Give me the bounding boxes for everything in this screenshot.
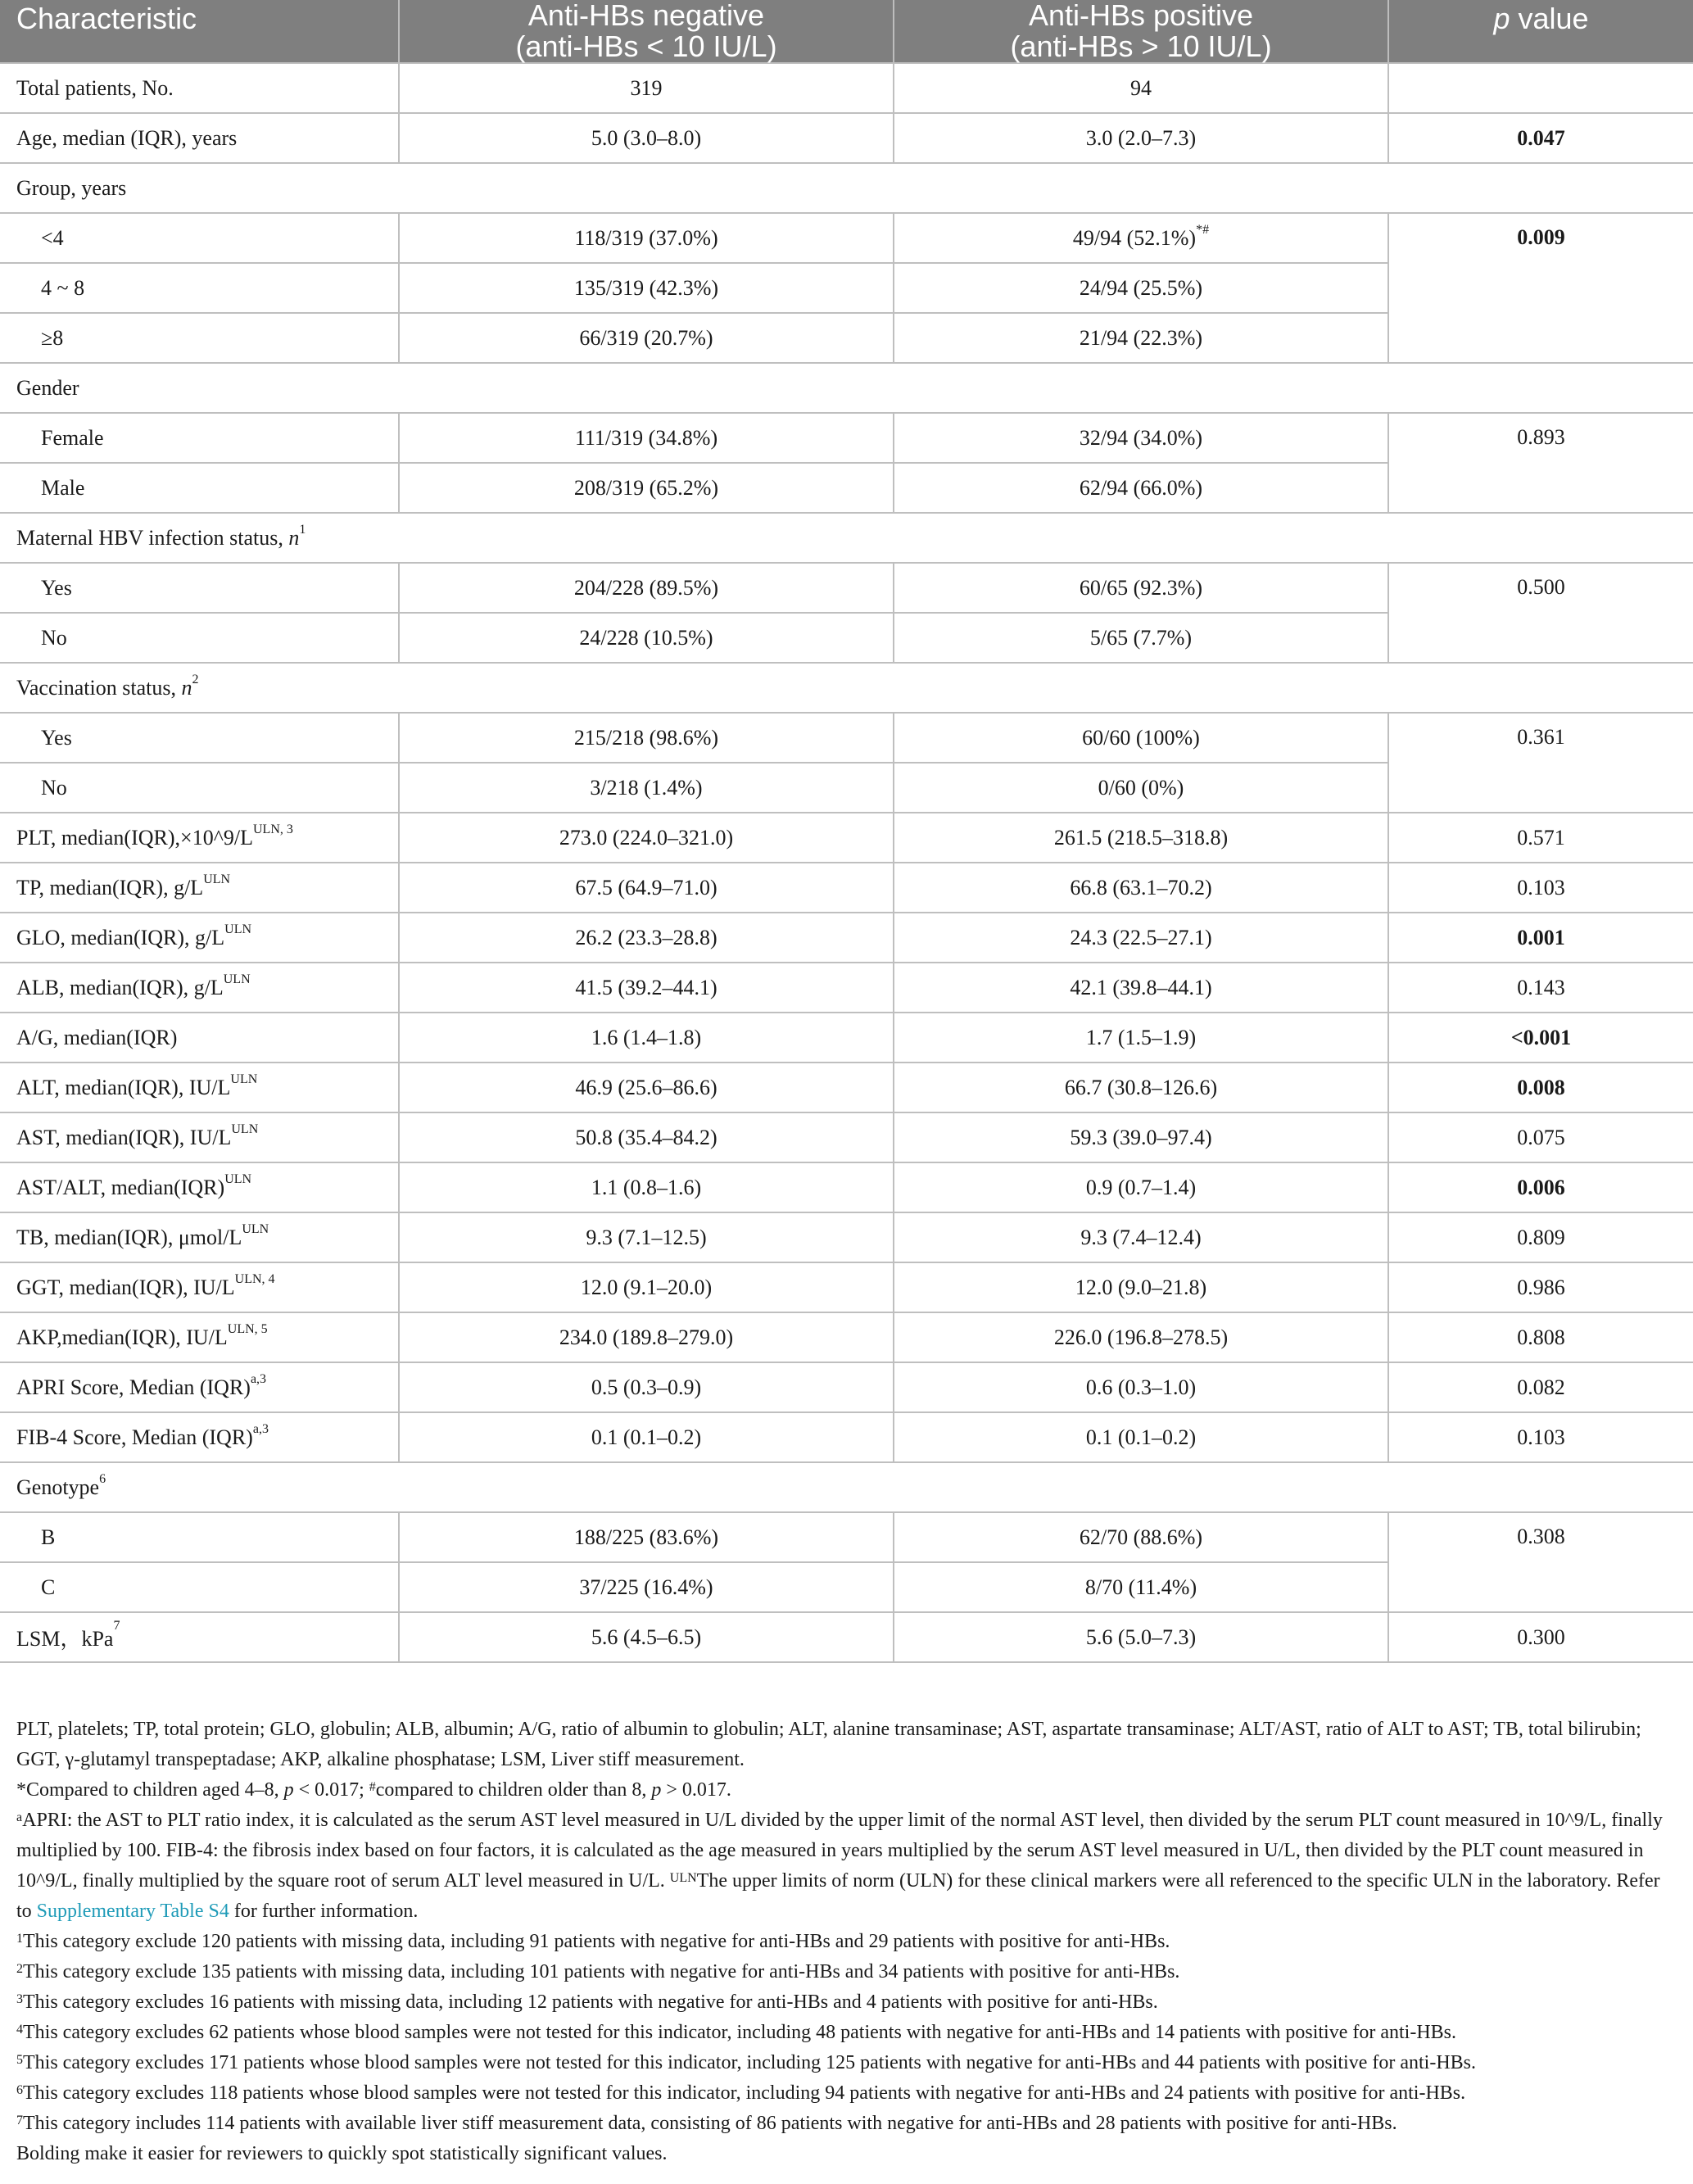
row-label-text: GLO, median(IQR), g/L — [16, 925, 225, 949]
cell-p-value: 0.308 — [1388, 1512, 1693, 1612]
section-label-text: Genotype — [16, 1475, 100, 1499]
row-label — [0, 913, 399, 963]
cell-negative: 9.3 (7.1–12.5) — [399, 1212, 894, 1262]
cell-positive: 24.3 (22.5–27.1) — [894, 913, 1388, 963]
footnote-text: This category excludes 171 patients whose blood samples were not tested for this indicator, including 125 patients with negative for anti-HBs and 44 patients with positive for anti-HBs. — [23, 2052, 1477, 2073]
cell-negative: 215/218 (98.6%) — [399, 713, 894, 763]
header-pos-line2: (anti-HBs > 10 IU/L) — [1010, 29, 1272, 63]
cell-positive: 60/60 (100%) — [894, 713, 1388, 763]
row-label-text: FIB-4 Score, Median (IQR) — [16, 1425, 253, 1449]
cell-p-value: 0.143 — [1388, 963, 1693, 1013]
superscript: ULN — [230, 1072, 258, 1086]
cell-positive: 94 — [894, 63, 1388, 113]
cell-negative: 12.0 (9.1–20.0) — [399, 1262, 894, 1312]
row-label — [0, 1162, 399, 1212]
cell-p-value: 0.500 — [1388, 563, 1693, 663]
table-row — [0, 963, 1693, 1013]
cell-negative: 24/228 (10.5%) — [399, 613, 894, 663]
row-label — [0, 1262, 399, 1312]
footnote-text: This category exclude 120 patients with missing data, including 91 patients with negative for anti-HBs and 29 patients with positive for anti-HBs. — [23, 1931, 1170, 1952]
cell-negative: 41.5 (39.2–44.1) — [399, 963, 894, 1013]
table-row — [0, 113, 1693, 163]
cell-positive: 0.1 (0.1–0.2) — [894, 1412, 1388, 1462]
superscript: ULN — [231, 1121, 259, 1136]
row-label: B — [0, 1512, 399, 1562]
cell-p-value: 0.047 — [1388, 113, 1693, 163]
table-row — [0, 413, 1693, 463]
cell-p-value: 0.075 — [1388, 1112, 1693, 1162]
cell-positive: 0.6 (0.3–1.0) — [894, 1362, 1388, 1412]
footnote-text: This category excludes 16 patients with missing data, including 12 patients with negative for anti-HBs and 4 patients with positive for anti-HBs. — [23, 1991, 1158, 2013]
cell-p-value: 0.009 — [1388, 213, 1693, 363]
row-label-text: ALT, median(IQR), IU/L — [16, 1075, 231, 1099]
cell-p-value: 0.809 — [1388, 1212, 1693, 1262]
cell-p-value — [1388, 63, 1693, 113]
row-label — [0, 1112, 399, 1162]
cell-positive: 32/94 (34.0%) — [894, 413, 1388, 463]
header-characteristic-label: Characteristic — [16, 2, 197, 35]
superscript: 2 — [16, 1962, 23, 1976]
superscript: ULN — [669, 1871, 697, 1885]
italic-n: n — [288, 525, 300, 550]
cell-positive: 0.9 (0.7–1.4) — [894, 1162, 1388, 1212]
row-label-text: GGT, median(IQR), IU/L — [16, 1275, 235, 1299]
superscript: ULN — [223, 972, 251, 986]
row-label-text: AKP,median(IQR), IU/L — [16, 1325, 228, 1349]
cell-positive: 5/65 (7.7%) — [894, 613, 1388, 663]
cell-positive: 8/70 (11.4%) — [894, 1562, 1388, 1612]
superscript: ULN — [224, 1171, 252, 1186]
footnote-3 — [16, 1987, 1679, 2018]
table-row — [0, 813, 1693, 863]
superscript: 1 — [299, 522, 306, 537]
footnote-1 — [16, 1927, 1679, 1957]
table-row — [0, 563, 1693, 613]
cell-negative: 26.2 (23.3–28.8) — [399, 913, 894, 963]
table-row — [0, 863, 1693, 913]
cell-negative: 208/319 (65.2%) — [399, 463, 894, 513]
footnote-text: The upper limits of norm (ULN) for these clinical markers were all referenced to the specific ULN in the laboratory. Refer to — [16, 1870, 1660, 1922]
section-row — [0, 363, 1693, 413]
table-row — [0, 213, 1693, 263]
row-label: Age, median (IQR), years — [0, 113, 399, 163]
cell-positive-value: 49/94 (52.1%) — [1072, 225, 1197, 250]
row-label-text: AST/ALT, median(IQR) — [16, 1175, 225, 1199]
cell-negative: 5.0 (3.0–8.0) — [399, 113, 894, 163]
header-pos-line1: Anti-HBs positive — [1028, 0, 1254, 32]
cell-negative: 0.1 (0.1–0.2) — [399, 1412, 894, 1462]
table-row — [0, 1063, 1693, 1112]
section-row — [0, 1462, 1693, 1512]
cell-positive: 5.6 (5.0–7.3) — [894, 1612, 1388, 1662]
cell-negative: 1.6 (1.4–1.8) — [399, 1013, 894, 1063]
cell-p-value: 0.893 — [1388, 413, 1693, 513]
cell-negative: 3/218 (1.4%) — [399, 763, 894, 813]
superscript: a — [16, 1810, 23, 1824]
cell-negative: 5.6 (4.5–6.5) — [399, 1612, 894, 1662]
superscript: 6 — [16, 2083, 23, 2097]
row-label-text: LSM，kPa — [16, 1627, 114, 1651]
section-label — [0, 1462, 1693, 1512]
header-anti-hbs-positive — [894, 0, 1388, 63]
cell-positive: 42.1 (39.8–44.1) — [894, 963, 1388, 1013]
cell-p-value: 0.808 — [1388, 1312, 1693, 1362]
header-characteristic — [0, 0, 399, 63]
cell-p-value: 0.082 — [1388, 1362, 1693, 1412]
row-label — [0, 1063, 399, 1112]
cell-positive: 62/94 (66.0%) — [894, 463, 1388, 513]
footnote-text: This category includes 114 patients with available liver stiff measurement data, consisting of 86 patients with negative for anti-HBs and 28 patients with positive for anti-HBs. — [23, 2113, 1397, 2134]
row-label: No — [0, 613, 399, 663]
row-label: Yes — [0, 713, 399, 763]
row-label: ≥8 — [0, 313, 399, 363]
cell-positive — [894, 213, 1388, 263]
header-p-italic: p — [1493, 2, 1510, 35]
superscript: 5 — [16, 2053, 23, 2067]
superscript: 6 — [99, 1471, 106, 1486]
section-label: Gender — [0, 363, 1693, 413]
superscript: ULN, 4 — [234, 1271, 275, 1286]
superscript: 3 — [16, 1992, 23, 2006]
header-neg-line1: Anti-HBs negative — [527, 0, 765, 32]
superscript: *# — [1196, 222, 1210, 237]
italic-p: p — [651, 1779, 662, 1801]
table-row — [0, 713, 1693, 763]
row-label — [0, 813, 399, 863]
footnote-text: > 0.017. — [661, 1779, 731, 1801]
footnote-text: APRI: the AST to PLT ratio index, it is calculated as the serum AST level measured in U/L divided by the upper limit of the normal AST level, then divided by the serum PLT count measured in 10^9/L, finally multiplied by 100. FIB-4: the fibrosis index based on four factors, it is calculated as the age measured in years multiplied by the serum AST level measured in U/L, then divided by the PLT count measured in 10^9/L, finally multiplied by the square root of serum ALT level measured in U/L. — [16, 1810, 1663, 1892]
footnote-text: This category excludes 62 patients whose blood samples were not tested for this indicator, including 48 patients with negative for anti-HBs and 14 patients with positive for anti-HBs. — [23, 2022, 1457, 2043]
header-neg-line2: (anti-HBs < 10 IU/L) — [515, 29, 777, 63]
cell-positive: 261.5 (218.5–318.8) — [894, 813, 1388, 863]
row-label: No — [0, 763, 399, 813]
table-row — [0, 1412, 1693, 1462]
footnote-4 — [16, 2018, 1679, 2048]
cell-p-value: <0.001 — [1388, 1013, 1693, 1063]
superscript: ULN — [224, 922, 252, 936]
footnote-2 — [16, 1957, 1679, 1987]
footnote-5 — [16, 2048, 1679, 2078]
row-label-text: ALB, median(IQR), g/L — [16, 975, 224, 999]
cell-positive: 12.0 (9.0–21.8) — [894, 1262, 1388, 1312]
row-label — [0, 863, 399, 913]
section-row — [0, 663, 1693, 713]
superscript: a,3 — [252, 1421, 269, 1436]
table-row — [0, 1612, 1693, 1662]
footnote-abbreviations: PLT, platelets; TP, total protein; GLO, globulin; ALB, albumin; A/G, ratio of albumin to globulin; ALT, alanine transaminase; AST, aspartate transaminase; ALT/AST, ratio of ALT to AST; TB, total bilirubin; GGT, γ-glutamyl transpeptadase; AKP, alkaline phosphatase; LSM, Liver stiff measurement. — [16, 1719, 1641, 1770]
cell-positive: 0/60 (0%) — [894, 763, 1388, 813]
cell-p-value: 0.103 — [1388, 863, 1693, 913]
cell-p-value: 0.103 — [1388, 1412, 1693, 1462]
footnote-bolding: Bolding make it easier for reviewers to quickly spot statistically significant values. — [16, 2143, 668, 2164]
cell-p-value: 0.006 — [1388, 1162, 1693, 1212]
cell-positive: 226.0 (196.8–278.5) — [894, 1312, 1388, 1362]
cell-negative: 135/319 (42.3%) — [399, 263, 894, 313]
cell-positive: 1.7 (1.5–1.9) — [894, 1013, 1388, 1063]
row-label-text: AST, median(IQR), IU/L — [16, 1125, 232, 1149]
row-label — [0, 963, 399, 1013]
superscript: 4 — [16, 2023, 23, 2037]
superscript: 7 — [16, 2114, 23, 2127]
cell-negative: 273.0 (224.0–321.0) — [399, 813, 894, 863]
section-label — [0, 513, 1693, 563]
cell-p-value: 0.986 — [1388, 1262, 1693, 1312]
row-label — [0, 1312, 399, 1362]
footnote-significance — [16, 1775, 1679, 1806]
table-footnotes — [16, 1715, 1679, 2169]
footnote-text: compared to children older than 8, — [375, 1779, 652, 1801]
header-anti-hbs-negative — [399, 0, 894, 63]
cell-positive: 66.7 (30.8–126.6) — [894, 1063, 1388, 1112]
footnote-text: < 0.017; — [293, 1779, 369, 1801]
row-label: Female — [0, 413, 399, 463]
cell-negative: 37/225 (16.4%) — [399, 1562, 894, 1612]
table-row — [0, 63, 1693, 113]
superscript: a,3 — [250, 1371, 267, 1386]
cell-negative: 111/319 (34.8%) — [399, 413, 894, 463]
cell-negative: 50.8 (35.4–84.2) — [399, 1112, 894, 1162]
table-row — [0, 1112, 1693, 1162]
superscript: ULN, 3 — [253, 822, 293, 836]
footnote-6 — [16, 2078, 1679, 2109]
cell-negative: 0.5 (0.3–0.9) — [399, 1362, 894, 1412]
row-label-text: TP, median(IQR), g/L — [16, 875, 204, 899]
cell-p-value: 0.008 — [1388, 1063, 1693, 1112]
table-row — [0, 1512, 1693, 1562]
row-label: <4 — [0, 213, 399, 263]
footnote-7 — [16, 2109, 1679, 2139]
footnote-text: This category exclude 135 patients with missing data, including 101 patients with negative for anti-HBs and 34 patients with positive for anti-HBs. — [23, 1961, 1180, 1982]
cell-positive: 9.3 (7.4–12.4) — [894, 1212, 1388, 1262]
row-label: Male — [0, 463, 399, 513]
row-label: A/G, median(IQR) — [0, 1013, 399, 1063]
superscript: ULN, 5 — [227, 1321, 268, 1336]
table-row — [0, 1212, 1693, 1262]
row-label — [0, 1362, 399, 1412]
cell-negative: 204/228 (89.5%) — [399, 563, 894, 613]
cell-positive: 3.0 (2.0–7.3) — [894, 113, 1388, 163]
row-label: C — [0, 1562, 399, 1612]
cell-negative: 234.0 (189.8–279.0) — [399, 1312, 894, 1362]
superscript: 1 — [16, 1932, 23, 1946]
cell-negative: 66/319 (20.7%) — [399, 313, 894, 363]
section-row — [0, 163, 1693, 213]
cell-p-value: 0.571 — [1388, 813, 1693, 863]
row-label: 4 ~ 8 — [0, 263, 399, 313]
footnote-a — [16, 1806, 1679, 1927]
section-row — [0, 513, 1693, 563]
table-row — [0, 1312, 1693, 1362]
cell-positive: 62/70 (88.6%) — [894, 1512, 1388, 1562]
table-row — [0, 1162, 1693, 1212]
row-label: Total patients, No. — [0, 63, 399, 113]
cell-negative: 67.5 (64.9–71.0) — [399, 863, 894, 913]
italic-n: n — [181, 675, 192, 700]
cell-positive: 60/65 (92.3%) — [894, 563, 1388, 613]
cell-negative: 118/319 (37.0%) — [399, 213, 894, 263]
cell-negative: 1.1 (0.8–1.6) — [399, 1162, 894, 1212]
section-label-text: Vaccination status, — [16, 675, 182, 700]
superscript: ULN — [203, 872, 231, 886]
row-label-text: APRI Score, Median (IQR) — [16, 1375, 251, 1399]
table-row — [0, 1013, 1693, 1063]
cell-positive: 24/94 (25.5%) — [894, 263, 1388, 313]
cell-positive: 21/94 (22.3%) — [894, 313, 1388, 363]
cell-negative: 319 — [399, 63, 894, 113]
footnote-text: *Compared to children aged 4–8, — [16, 1779, 284, 1801]
table-row — [0, 1262, 1693, 1312]
superscript: ULN — [242, 1221, 269, 1236]
header-p-value — [1388, 0, 1693, 63]
superscript: 2 — [192, 672, 199, 686]
row-label: Yes — [0, 563, 399, 613]
table-row — [0, 913, 1693, 963]
superscript: 7 — [113, 1619, 120, 1633]
cell-negative: 188/225 (83.6%) — [399, 1512, 894, 1562]
section-label-text: Maternal HBV infection status, — [16, 525, 289, 550]
row-label — [0, 1612, 399, 1662]
cell-p-value: 0.300 — [1388, 1612, 1693, 1662]
italic-p: p — [283, 1779, 294, 1801]
table-row — [0, 1362, 1693, 1412]
cell-positive: 66.8 (63.1–70.2) — [894, 863, 1388, 913]
cell-positive: 59.3 (39.0–97.4) — [894, 1112, 1388, 1162]
cell-p-value: 0.361 — [1388, 713, 1693, 813]
superscript: # — [369, 1780, 376, 1794]
row-label-text: TB, median(IQR), μmol/L — [16, 1225, 242, 1249]
table-header — [0, 0, 1693, 63]
row-label — [0, 1212, 399, 1262]
cell-p-value: 0.001 — [1388, 913, 1693, 963]
supplementary-table-link[interactable]: Supplementary Table S4 — [36, 1901, 229, 1922]
cell-negative: 46.9 (25.6–86.6) — [399, 1063, 894, 1112]
section-label: Group, years — [0, 163, 1693, 213]
row-label-text: PLT, median(IQR),×10^9/L — [16, 825, 253, 850]
row-label — [0, 1412, 399, 1462]
footnote-text: for further information. — [229, 1901, 419, 1922]
header-p-rest: value — [1510, 2, 1589, 35]
footnote-text: This category excludes 118 patients whose blood samples were not tested for this indicator, including 94 patients with negative for anti-HBs and 24 patients with positive for anti-HBs. — [23, 2082, 1466, 2104]
section-label — [0, 663, 1693, 713]
